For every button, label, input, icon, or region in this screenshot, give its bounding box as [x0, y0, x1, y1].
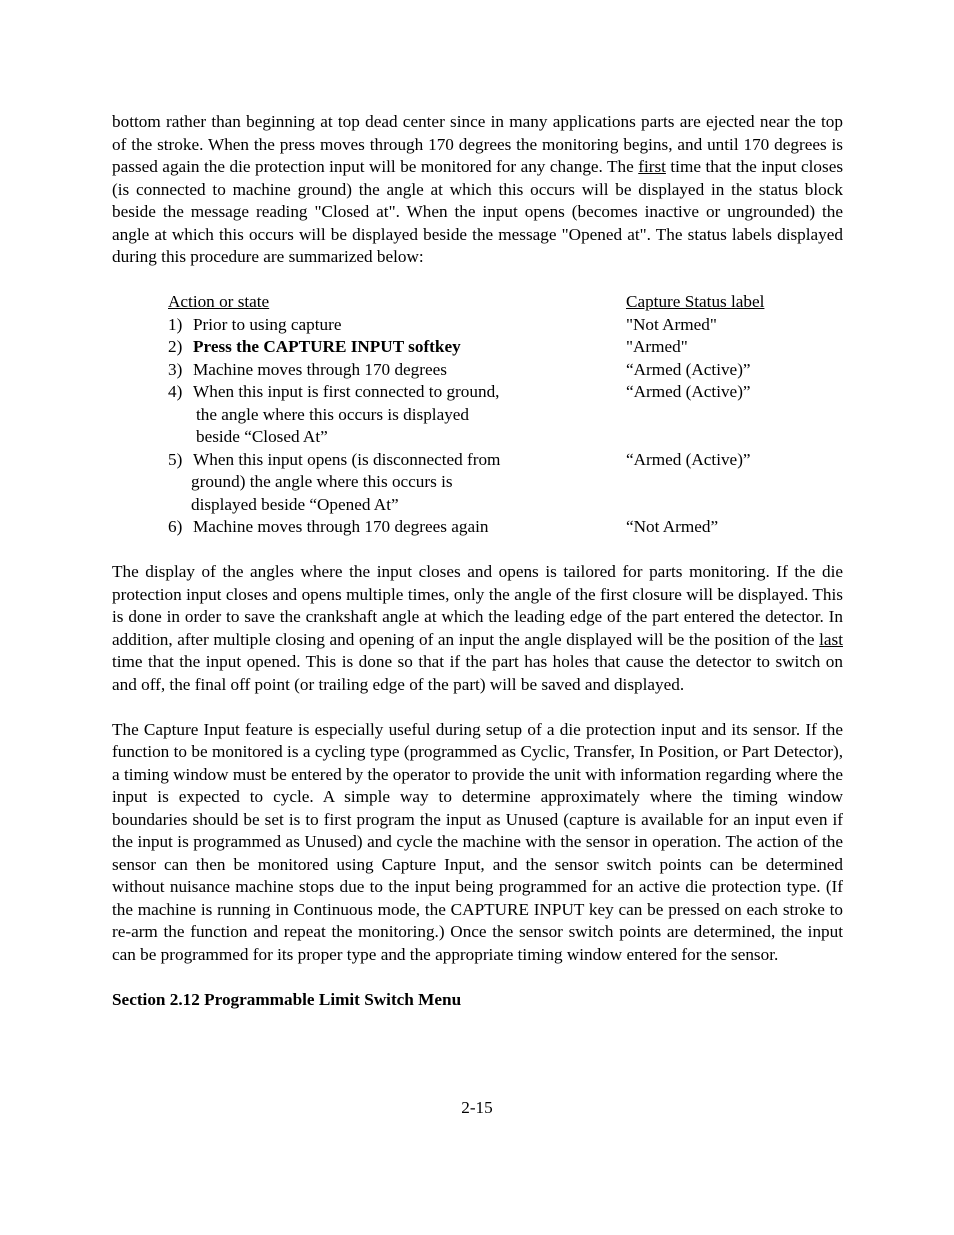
paragraph-angle-display	[112, 561, 843, 696]
table-header-row	[168, 291, 764, 314]
document-page	[112, 111, 843, 1011]
row-action: Machine moves through 170 degrees	[193, 359, 447, 379]
page-number: 2-15	[461, 1098, 493, 1117]
row-number: 1)	[168, 314, 183, 334]
row-action-continuation: displayed beside “Opened At”	[191, 494, 399, 514]
row-number: 2)	[168, 337, 183, 356]
paragraph-text: time that the input closes (is connected to machine ground) the angle at which this occurs will be displayed in the status block beside the message reading "Closed at". When the input opens (becomes inactive or ungrounded) the angle at which this occurs will be displayed beside the message "Opened at". The status labels displayed during this procedure are summarized below:	[112, 157, 844, 266]
row-number: 4)	[168, 382, 183, 401]
row-number: 3)	[168, 359, 183, 379]
paragraph-capture-input-usage: The Capture Input feature is especially useful during setup of a die protection input and its sensor. If the function to be monitored is a cycling type (programmed as Cyclic, Transfer, In Position, or Part Detector), a timing window must be entered by the operator to provide the unit with information regarding where the input is expected to cycle. A simple way to determine approximately where the timing window boundaries should be set is to first program the input as Unused (capture is available for an input even if the input is programmed as Unused) and cycle the machine with the sensor in operation. The action of the sensor can then be monitored using Capture Input, and the sensor switch points can be determined without nuisance machine stops due to the input being programmed for an active die protection type. (If the machine is running in Continuous mode, the CAPTURE INPUT key can be pressed on each stroke to re-arm the function and repeat the monitoring.) Once the sensor switch points are determined, the input can be programmed for its proper type and the appropriate timing window entered for the sensor.	[112, 719, 843, 964]
underlined-word-last: last	[819, 629, 843, 649]
row-status-label: “Armed (Active)”	[626, 382, 751, 401]
table-row	[168, 381, 764, 449]
row-action-continuation: beside “Closed At”	[196, 427, 328, 446]
paragraph-text: The display of the angles where the input closes and opens is tailored for parts monitoring. If the die protection input closes and opens multiple times, only the angle of the first closure will be displayed. This is done in order to save the crankshaft angle at which the leading edge of the part entered the detector. In addition, after multiple closing and opening of an input the angle displayed will be the position of the	[112, 562, 843, 649]
table-row	[168, 336, 764, 359]
row-status-label: “Not Armed”	[626, 517, 719, 536]
row-action: Machine moves through 170 degrees again	[193, 517, 489, 536]
row-status-label: "Armed"	[626, 337, 688, 356]
row-status-label: “Armed (Active)”	[626, 359, 751, 379]
underlined-word-first: first	[638, 157, 666, 176]
row-action-continuation: the angle where this occurs is displayed	[196, 404, 470, 424]
table-row	[168, 314, 764, 337]
row-action-continuation: ground) the angle where this occurs is	[191, 472, 453, 491]
row-action: When this input opens (is disconnected from	[193, 449, 501, 469]
table-row	[168, 516, 764, 539]
header-action-or-state: Action or state	[168, 292, 270, 311]
section-heading: Section 2.12 Programmable Limit Switch Menu	[112, 989, 462, 1009]
row-status-label: "Not Armed"	[626, 314, 717, 334]
row-action: Press the CAPTURE INPUT softkey	[193, 337, 461, 356]
row-number: 5)	[168, 449, 183, 469]
capture-status-table	[168, 291, 764, 539]
row-number: 6)	[168, 517, 183, 536]
row-status-label: “Armed (Active)”	[626, 449, 751, 469]
paragraph-capture-description	[112, 111, 843, 269]
table-row	[168, 449, 764, 517]
row-action: Prior to using capture	[193, 314, 342, 334]
table-row	[168, 359, 764, 382]
header-capture-status-label: Capture Status label	[626, 292, 765, 311]
row-action: When this input is first connected to ground,	[193, 382, 500, 401]
paragraph-text: bottom rather than beginning at top dead center since in many applications parts are ejected near the top of the stroke. When the press moves through 170 degrees the monitoring begins, and until 170 degrees is passed again the die protection input will be monitored for any change. The	[112, 112, 843, 176]
paragraph-text: time that the input opened. This is done so that if the part has holes that cause the detector to switch on and off, the final off point (or trailing edge of the part) will be saved and displayed.	[112, 652, 843, 694]
